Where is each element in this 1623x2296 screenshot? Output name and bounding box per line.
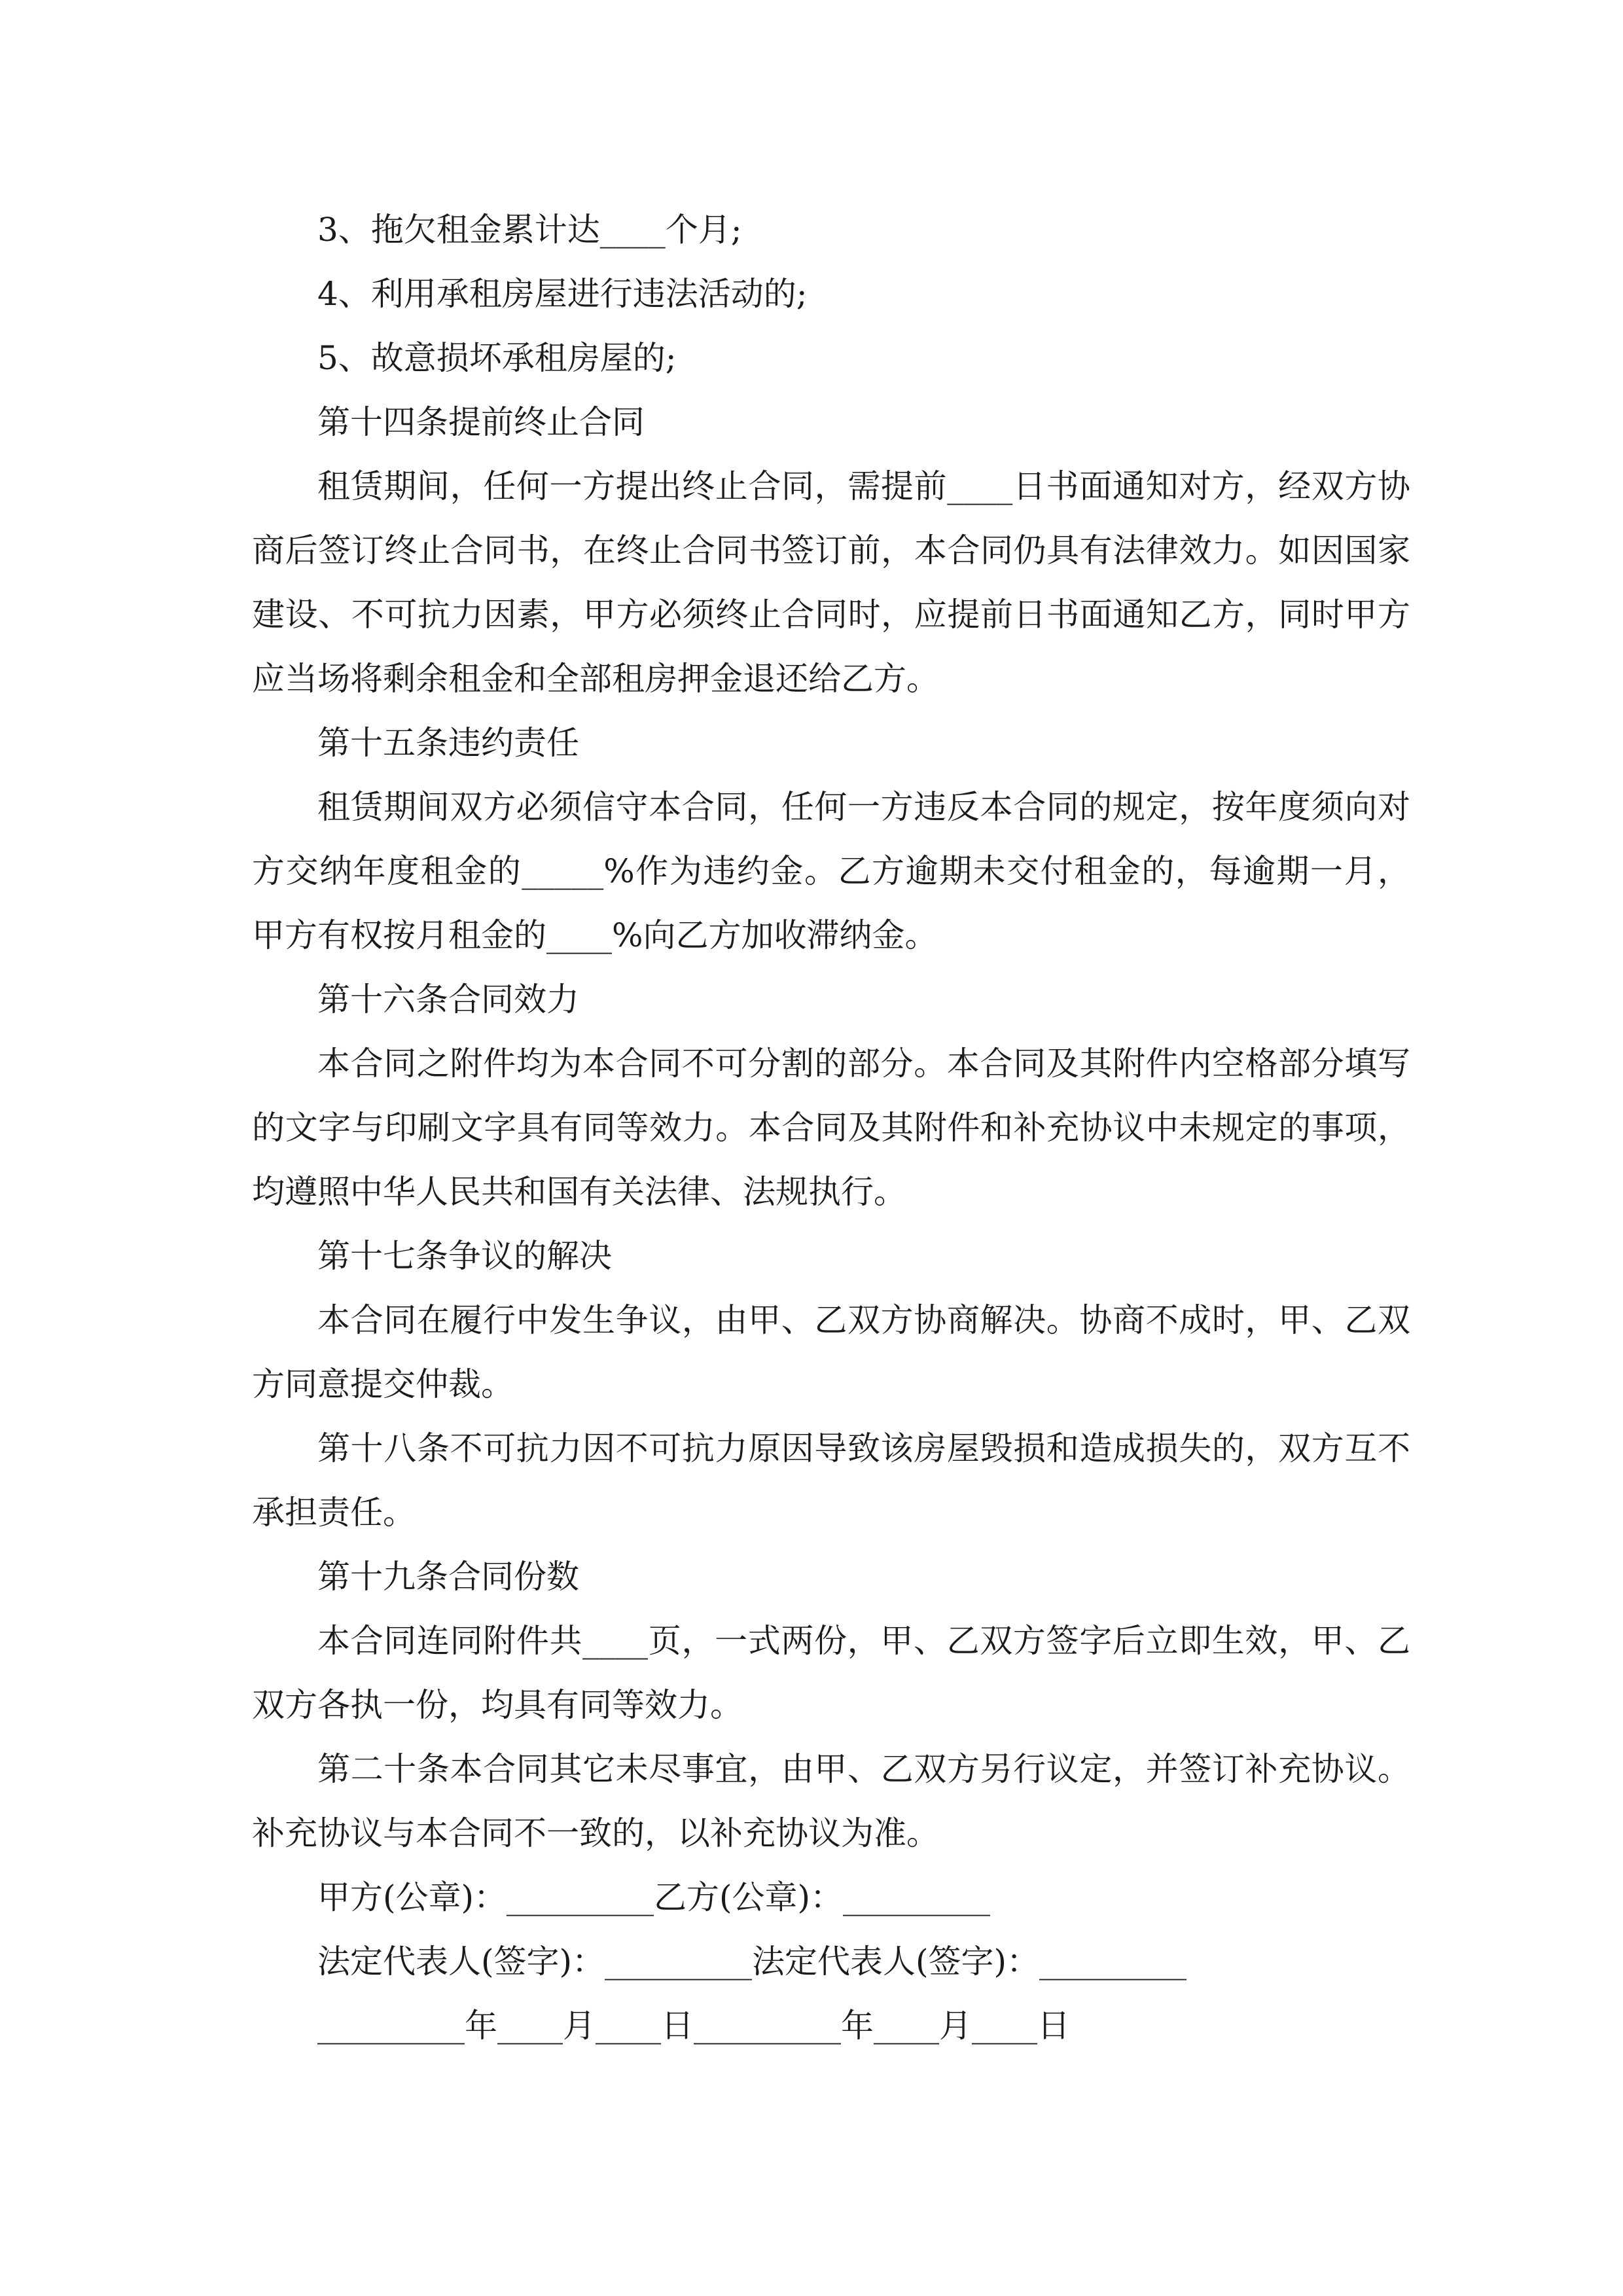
document-body [252, 198, 1410, 2058]
article-19-heading: 第十九条合同份数 [317, 1558, 579, 1596]
article-18-text: 第十八条不可抗力因不可抗力原因导致该房屋毁损和造成损失的，双方互不承担责任。 [252, 1429, 1410, 1532]
article-20-text: 第二十条本合同其它未尽事宜，由甲、乙双方另行议定，并签订补充协议。补充协议与本合同不一致的，以补充协议为准。 [252, 1750, 1410, 1852]
signature-representative-line: 法定代表人(签字)：_________法定代表人(签字)：_________ [317, 1943, 1187, 1981]
signature-date-line: _________年____月____日_________年____月____日 [317, 2007, 1070, 2045]
article-15-body: 租赁期间双方必须信守本合同，任何一方违反本合同的规定，按年度须向对方交纳年度租金的_____%作为违约金。乙方逾期未交付租金的，每逾期一月，甲方有权按月租金的____%向乙方加收滞纳金。 [252, 788, 1410, 954]
clause-item-4: 4、利用承租房屋进行违法活动的; [317, 275, 808, 313]
article-14-heading: 第十四条提前终止合同 [317, 403, 645, 441]
article-14-body: 租赁期间，任何一方提出终止合同，需提前____日书面通知对方，经双方协商后签订终止合同书，在终止合同书签订前，本合同仍具有法律效力。如因国家建设、不可抗力因素，甲方必须终止合同时，应提前日书面通知乙方，同时甲方应当场将剩余租金和全部租房押金退还给乙方。 [252, 467, 1410, 698]
article-17-body: 本合同在履行中发生争议，由甲、乙双方协商解决。协商不成时，甲、乙双方同意提交仲裁。 [252, 1301, 1410, 1403]
article-16-body: 本合同之附件均为本合同不可分割的部分。本合同及其附件内空格部分填写的文字与印刷文字具有同等效力。本合同及其附件和补充协议中未规定的事项，均遵照中华人民共和国有关法律、法规执行。 [252, 1045, 1410, 1211]
article-19-body: 本合同连同附件共____页，一式两份，甲、乙双方签字后立即生效，甲、乙双方各执一份，均具有同等效力。 [252, 1622, 1410, 1724]
article-16-heading: 第十六条合同效力 [317, 980, 579, 1018]
article-17-heading: 第十七条争议的解决 [317, 1237, 612, 1275]
signature-seal-line: 甲方(公章)：_________乙方(公章)：_________ [317, 1878, 991, 1916]
clause-item-5: 5、故意损坏承租房屋的; [317, 339, 677, 377]
article-15-heading: 第十五条违约责任 [317, 724, 579, 762]
clause-item-3: 3、拖欠租金累计达____个月; [317, 211, 742, 249]
